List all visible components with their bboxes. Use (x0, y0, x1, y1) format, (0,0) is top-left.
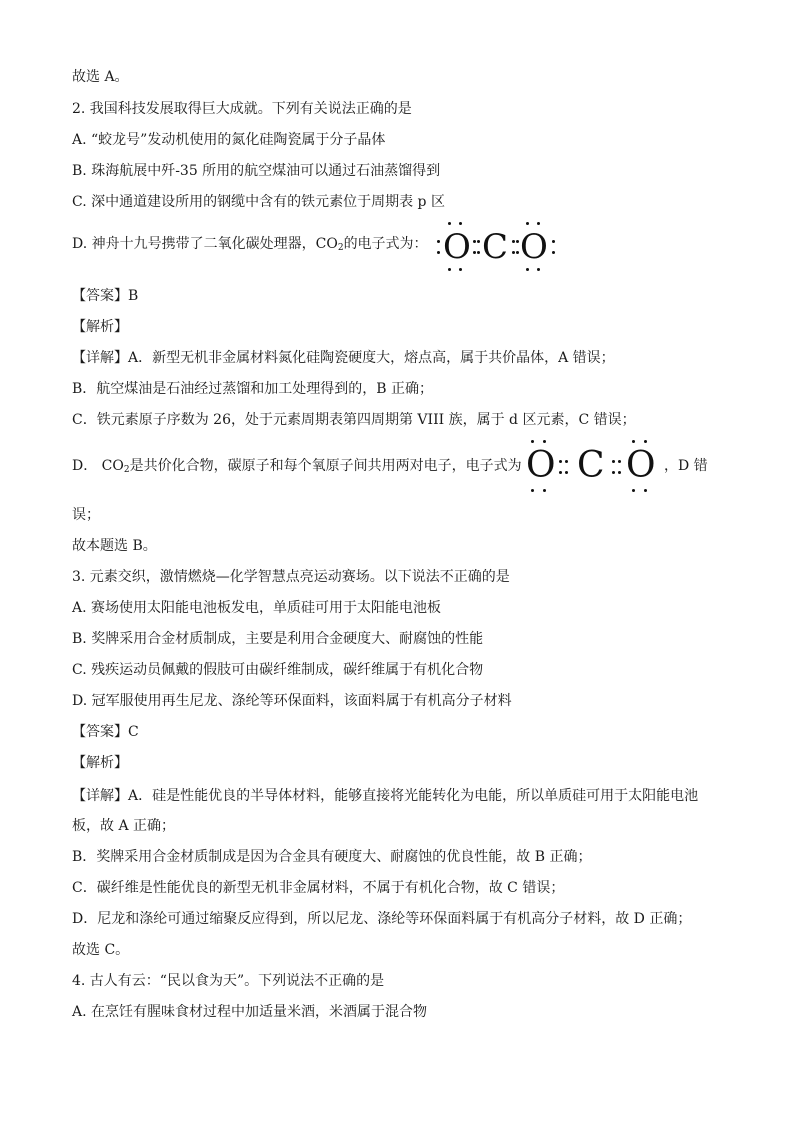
detail-3-c: C．碳纤维是性能优良的新型无机非金属材料，不属于有机化合物，故 C 错误； (72, 880, 565, 896)
d2d-subscript: 2 (123, 465, 130, 475)
q2d-text-pre: D. 神舟十九号携带了二氧化碳处理器，CO (72, 236, 338, 252)
q2d-subscript: 2 (337, 243, 344, 253)
electron-pair (512, 240, 515, 254)
electron-pair (632, 440, 647, 443)
detail-2-a: 【详解】A．新型无机非金属材料氮化硅陶瓷硬度大，熔点高，属于共价晶体，A 错误； (72, 350, 615, 366)
electron-pair (516, 240, 519, 254)
oxygen-atom-left: O (526, 445, 556, 486)
electron-pair (448, 222, 462, 225)
conclusion-q1: 故选 A。 (72, 69, 129, 85)
q2d-text-post: 的电子式为： (343, 236, 428, 252)
electron-pair (632, 489, 647, 492)
question-4-option-a: A. 在烹饪有腥味食材过程中加适量米酒，米酒属于混合物 (72, 1004, 428, 1020)
conclusion-q3: 故选 C。 (72, 942, 130, 958)
electron-pair (565, 460, 568, 474)
electron-pair (526, 222, 540, 225)
answer-3: 【答案】C (72, 724, 139, 740)
carbon-atom: C (482, 227, 509, 267)
question-2-option-a: A. “蛟龙号”发动机使用的氮化硅陶瓷属于分子晶体 (72, 132, 386, 148)
co2-lewis-formula-1 (436, 222, 558, 274)
electron-pair (612, 460, 615, 474)
detail-3-a: 【详解】A．硅是性能优良的半导体材料，能够直接将光能转化为电能，所以单质硅可用于太阳能电池 (72, 788, 699, 804)
analysis-2-heading: 【解析】 (72, 319, 128, 335)
electron-pair (559, 460, 562, 474)
electron-pair (618, 460, 621, 474)
oxygen-atom-right: O (626, 445, 656, 486)
electron-pair (477, 240, 480, 254)
co2-lewis-formula-2 (522, 440, 662, 494)
electron-pair (448, 268, 462, 271)
electron-pair (437, 240, 440, 254)
detail-2-b: B．航空煤油是石油经过蒸馏和加工处理得到的，B 正确； (72, 381, 434, 397)
question-2-option-b: B. 珠海航展中歼-35 所用的航空煤油可以通过石油蒸馏得到 (72, 163, 441, 179)
carbon-atom: C (577, 445, 605, 486)
detail-2-d-continued: 误； (72, 507, 100, 523)
question-2-option-d (72, 234, 428, 258)
electron-pair (473, 240, 476, 254)
electron-pair (526, 268, 540, 271)
question-3-stem: 3. 元素交织，激情燃烧—化学智慧点亮运动赛场。以下说法不正确的是 (72, 569, 510, 585)
question-3-option-c: C. 残疾运动员佩戴的假肢可由碳纤维制成，碳纤维属于有机化合物 (72, 662, 484, 678)
detail-3-a-continued: 板，故 A 正确； (72, 818, 176, 834)
detail-3-d: D．尼龙和涤纶可通过缩聚反应得到，所以尼龙、涤纶等环保面料属于有机高分子材料，故 D 正确； (72, 911, 692, 927)
oxygen-atom-left: O (443, 227, 471, 267)
question-4-stem: 4. 古人有云：“民以食为天”。下列说法不正确的是 (72, 973, 385, 989)
electron-pair (531, 440, 546, 443)
d2d-text-pre: D． CO (72, 458, 124, 474)
detail-2-d (72, 456, 522, 480)
d2d-text-post: ，D 错 (664, 458, 708, 474)
analysis-3-heading: 【解析】 (72, 755, 128, 771)
question-2-stem: 2. 我国科技发展取得巨大成就。下列有关说法正确的是 (72, 101, 412, 117)
question-3-option-b: B. 奖牌采用合金材质制成，主要是利用合金硬度大、耐腐蚀的性能 (72, 631, 484, 647)
conclusion-q2: 故本题选 B。 (72, 538, 157, 554)
d2d-text-mid: 是共价化合物，碳原子和每个氧原子间共用两对电子，电子式为 (129, 458, 522, 474)
question-2-option-c: C. 深中通道建设所用的钢缆中含有的铁元素位于周期表 p 区 (72, 194, 445, 210)
detail-2-c: C．铁元素原子序数为 26，处于元素周期表第四周期第 VIII 族，属于 d 区元素，C 错误； (72, 412, 636, 428)
electron-pair (531, 489, 546, 492)
oxygen-atom-right: O (520, 227, 548, 267)
detail-3-b: B．奖牌采用合金材质制成是因为合金具有硬度大、耐腐蚀的优良性能，故 B 正确； (72, 849, 592, 865)
question-3-option-d: D. 冠军服使用再生尼龙、涤纶等环保面料，该面料属于有机高分子材料 (72, 693, 512, 709)
electron-pair (552, 240, 555, 254)
question-3-option-a: A. 赛场使用太阳能电池板发电，单质硅可用于太阳能电池板 (72, 600, 442, 616)
answer-2: 【答案】B (72, 288, 139, 304)
